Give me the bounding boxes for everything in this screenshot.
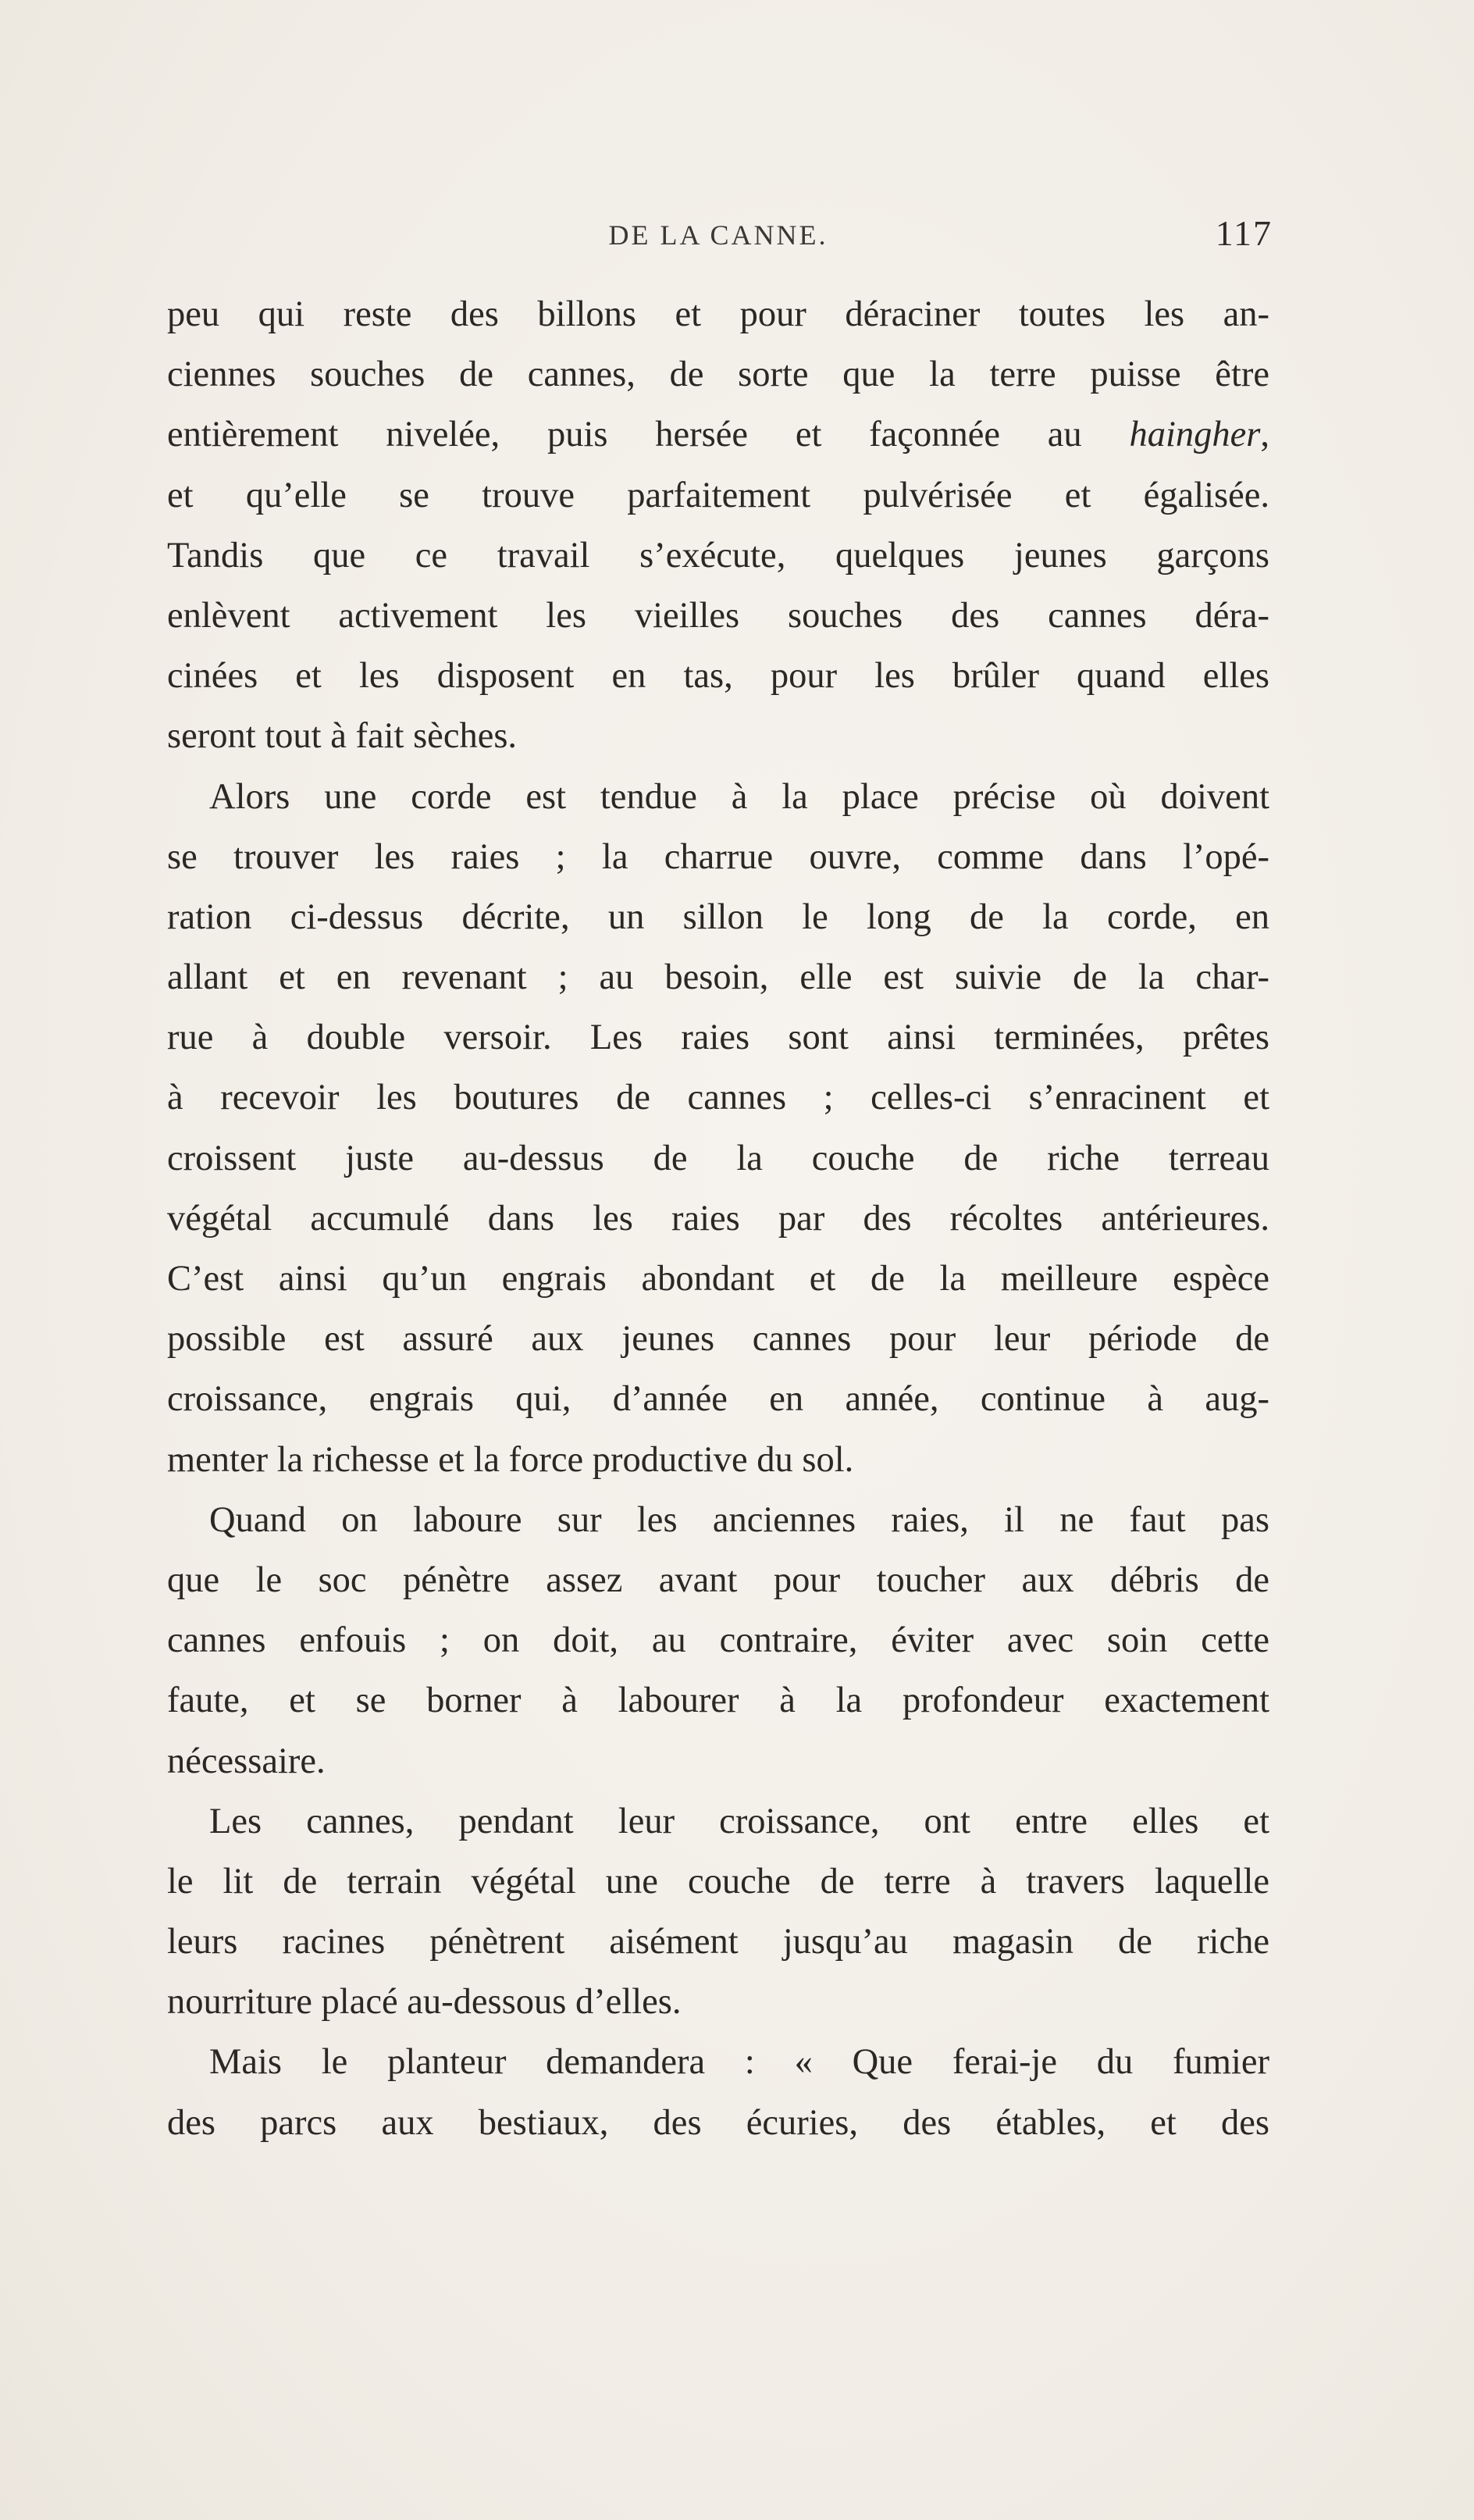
text-line: et qu’elle se trouve parfaitement pulvérisée et égalisée. xyxy=(167,475,1269,515)
text-line: seront tout à fait sèches. xyxy=(167,716,518,757)
text-line: végétal accumulé dans les raies par des récoltes antérieures. xyxy=(167,1198,1269,1239)
text-line: peu qui reste des billons et pour déraciner toutes les an- xyxy=(167,294,1269,334)
text-line: Mais le planteur demandera : « Que ferai-je du fumier xyxy=(209,2042,1269,2083)
text-line: que le soc pénètre assez avant pour toucher aux débris de xyxy=(167,1559,1269,1600)
text-line: possible est assuré aux jeunes cannes pour leur période de xyxy=(167,1319,1269,1360)
page-number: 117 xyxy=(1215,213,1273,253)
text-line: ration ci-dessus décrite, un sillon le long de la corde, en xyxy=(167,896,1269,937)
text-line: croissance, engrais qui, d’année en année, continue à aug- xyxy=(167,1379,1269,1420)
text-line: à recevoir les boutures de cannes ; celles-ci s’enracinent et xyxy=(167,1078,1269,1118)
text-line: Alors une corde est tendue à la place précise où doivent xyxy=(209,776,1269,817)
text-line: croissent juste au-dessus de la couche de riche terreau xyxy=(167,1138,1269,1178)
text-line: le lit de terrain végétal une couche de terre à travers laquelle xyxy=(167,1861,1269,1902)
text-line: cinées et les disposent en tas, pour les brûler quand elles xyxy=(167,656,1269,697)
paragraph xyxy=(167,1791,1269,2033)
page-header xyxy=(164,212,1273,267)
italic-term: haingher xyxy=(1129,415,1261,455)
paragraph xyxy=(167,2032,1269,2152)
text-line: Tandis que ce travail s’exécute, quelques jeunes garçons xyxy=(167,535,1269,576)
paragraph xyxy=(167,1490,1269,1791)
text-line xyxy=(167,405,1269,465)
text-line: C’est ainsi qu’un engrais abondant et de la meilleure espèce xyxy=(167,1259,1269,1299)
text-line: cannes enfouis ; on doit, au contraire, éviter avec soin cette xyxy=(167,1620,1269,1661)
text-line: nourriture placé au-dessous d’elles. xyxy=(167,1982,682,2023)
text-line: rue à double versoir. Les raies sont ainsi terminées, prêtes xyxy=(167,1018,1269,1058)
text-line: se trouver les raies ; la charrue ouvre, comme dans l’opé- xyxy=(167,836,1269,877)
text-segment: , xyxy=(1260,415,1269,455)
text-line: Les cannes, pendant leur croissance, ont entre elles et xyxy=(209,1801,1269,1841)
text-line: leurs racines pénètrent aisément jusqu’au magasin de riche xyxy=(167,1922,1269,1962)
text-line: Quand on laboure sur les anciennes raies, il ne faut pas xyxy=(209,1499,1269,1540)
text-line: des parcs aux bestiaux, des écuries, des étables, et des xyxy=(167,2102,1269,2143)
text-line: nécessaire. xyxy=(167,1741,326,1781)
paragraph xyxy=(167,767,1269,1490)
text-line: allant et en revenant ; au besoin, elle est suivie de la char- xyxy=(167,957,1269,998)
body-text xyxy=(167,284,1269,2153)
text-line: menter la richesse et la force productive du sol. xyxy=(167,1439,854,1480)
text-line: faute, et se borner à labourer à la profondeur exactement xyxy=(167,1681,1269,1721)
paragraph xyxy=(167,284,1269,767)
text-segment: entièrement nivelée, puis hersée et façonnée au xyxy=(167,415,1130,455)
running-head: DE LA CANNE. xyxy=(608,219,828,251)
text-line: ciennes souches de cannes, de sorte que la terre puisse être xyxy=(167,355,1269,395)
text-line: enlèvent activement les vieilles souches des cannes déra- xyxy=(167,595,1269,636)
